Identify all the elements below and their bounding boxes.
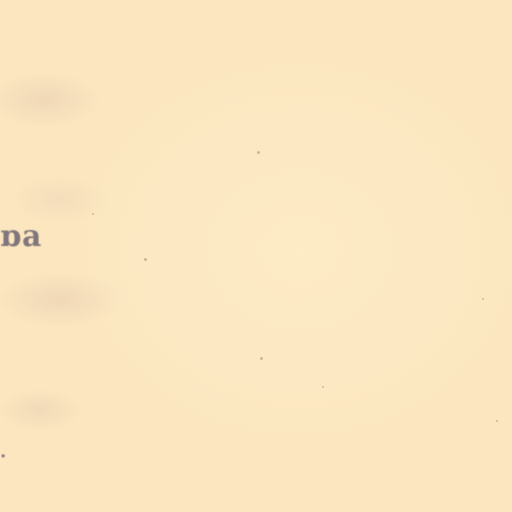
paper-speck [92, 213, 94, 215]
paper-speck [496, 420, 498, 422]
partial-printed-mark: · [0, 446, 8, 467]
paper-speck [257, 151, 260, 154]
paper-speck [144, 258, 147, 261]
paper-speck [260, 357, 263, 360]
paper-speck [482, 298, 484, 300]
partial-printed-text: ɒa [0, 219, 43, 254]
paper-speck [322, 386, 324, 388]
